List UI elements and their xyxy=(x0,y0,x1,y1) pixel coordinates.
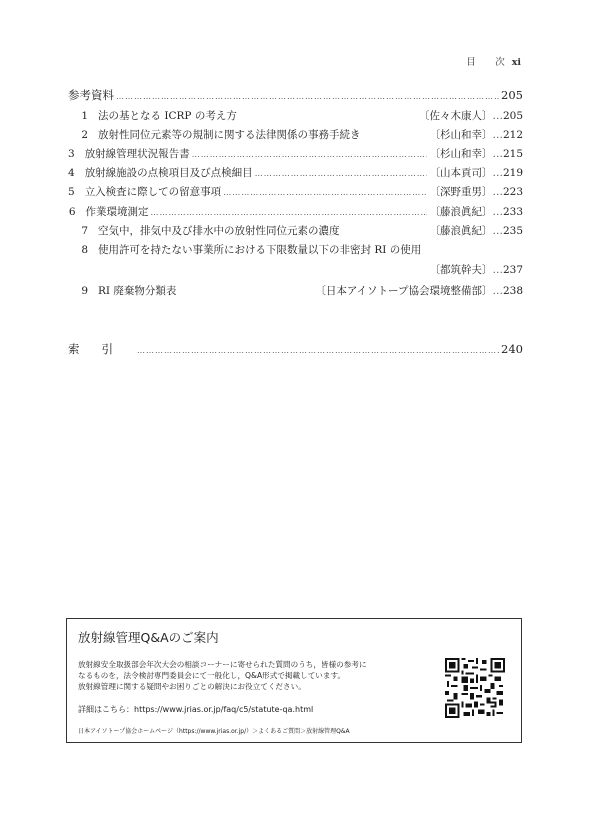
running-head-label: 目 次 xyxy=(466,57,510,68)
section-title: 参考資料 xyxy=(68,88,114,102)
toc-item-7[interactable] xyxy=(68,224,523,238)
leader-dots xyxy=(116,90,499,104)
item-page: 237 xyxy=(502,264,523,276)
notice-footer: 日本アイソトープ協会ホームページ（https://www.jrias.or.jp/）＞よくあるご質問＞放射線管理Q&A xyxy=(78,728,350,735)
item-page: 215 xyxy=(502,148,523,160)
item-page: 238 xyxy=(502,285,523,297)
item-num: 2 xyxy=(81,129,88,141)
item-title: RI 廃棄物分類表 xyxy=(98,285,177,297)
notice-link[interactable]: 詳細はこちら：https://www.jrias.or.jp/faq/c5/statute-qa.html xyxy=(78,705,314,714)
item-num: 3 xyxy=(68,148,75,160)
item-author: 〔藤浪眞紀〕 xyxy=(429,225,493,237)
item-num: 1 xyxy=(81,110,88,122)
item-page: 205 xyxy=(502,110,523,122)
item-title: 使用許可を持たない事業所における下限数量以下の非密封 RI の使用 xyxy=(98,244,422,256)
item-title: 放射線管理状況報告書 xyxy=(84,148,190,160)
toc-item-1[interactable] xyxy=(68,109,523,123)
item-author: 〔深野重男〕 xyxy=(429,186,493,198)
leader-dots: … xyxy=(492,148,503,160)
item-page: 212 xyxy=(502,129,523,141)
item-author: 〔杉山和幸〕 xyxy=(429,148,493,160)
notice-title: 放射線管理Q&Aのご案内 xyxy=(78,630,219,645)
section-page: 205 xyxy=(501,88,523,102)
leader-dots: … xyxy=(492,264,503,276)
notice-body-line: なるものを，法令検討専門委員会にて一般化し，Q&A形式で掲載しています。 xyxy=(78,671,346,680)
toc-index[interactable] xyxy=(68,342,523,358)
toc-section-sankou[interactable] xyxy=(68,88,523,104)
item-title: 作業環境測定 xyxy=(85,206,149,218)
leader-dots: … xyxy=(492,110,503,122)
leader-dots xyxy=(151,206,428,220)
leader-dots: … xyxy=(492,167,503,179)
toc-item-6[interactable] xyxy=(68,205,523,220)
item-num: 8 xyxy=(81,244,88,256)
leader-dots: … xyxy=(492,206,503,218)
item-title: 法の基となる ICRP の考え方 xyxy=(98,110,237,122)
item-page: 219 xyxy=(502,167,523,179)
item-page: 223 xyxy=(502,186,523,198)
running-head xyxy=(466,54,521,68)
item-title: 放射性同位元素等の規制に関する法律関係の事務手続き xyxy=(98,129,361,141)
item-num: 9 xyxy=(81,285,88,297)
toc-item-3[interactable] xyxy=(68,147,523,162)
toc-item-2[interactable] xyxy=(68,128,523,142)
item-author: 〔藤浪眞紀〕 xyxy=(429,206,493,218)
item-title: 放射線施設の点検項目及び点検細目 xyxy=(84,167,253,179)
item-num: 7 xyxy=(81,225,88,237)
item-title: 空気中，排気中及び排水中の放射性同位元素の濃度 xyxy=(98,225,340,237)
toc-item-8-cont[interactable] xyxy=(68,263,523,277)
toc-item-8[interactable] xyxy=(68,243,523,257)
leader-dots xyxy=(192,148,428,162)
item-page: 233 xyxy=(502,206,523,218)
item-author: 〔杉山和幸〕 xyxy=(429,129,493,141)
notice-body-line: 放射線安全取扱部会年次大会の相談コーナーに寄せられた質問のうち，皆様の参考に xyxy=(78,660,367,669)
qr-code-icon[interactable] xyxy=(445,658,505,718)
leader-dots xyxy=(137,344,499,358)
notice-body-line: 放射線管理に関する疑問やお困りごとの解決にお役立てください。 xyxy=(78,682,306,691)
item-num: 4 xyxy=(68,167,75,179)
qa-notice-box xyxy=(66,618,522,743)
leader-dots xyxy=(223,186,427,200)
index-page: 240 xyxy=(501,342,523,356)
item-author: 〔都筑幹夫〕 xyxy=(429,264,493,276)
running-head-page: xi xyxy=(511,57,521,68)
item-num: 5 xyxy=(68,186,75,198)
item-title: 立入検査に際しての留意事項 xyxy=(84,186,222,198)
leader-dots xyxy=(255,167,428,181)
toc-item-9[interactable] xyxy=(68,284,523,298)
notice-body xyxy=(78,659,438,692)
toc-item-4[interactable] xyxy=(68,166,523,181)
leader-dots: … xyxy=(492,225,503,237)
leader-dots: … xyxy=(492,186,503,198)
index-title: 索引 xyxy=(68,342,135,356)
item-num: 6 xyxy=(68,206,76,218)
item-author: 〔山本貢司〕 xyxy=(429,167,493,179)
toc-item-5[interactable] xyxy=(68,185,523,200)
leader-dots: … xyxy=(492,285,503,297)
item-page: 235 xyxy=(502,225,523,237)
item-author: 〔佐々木康人〕 xyxy=(418,110,493,122)
leader-dots: … xyxy=(492,129,503,141)
item-author: 〔日本アイソトープ協会環境整備部〕 xyxy=(315,285,493,297)
